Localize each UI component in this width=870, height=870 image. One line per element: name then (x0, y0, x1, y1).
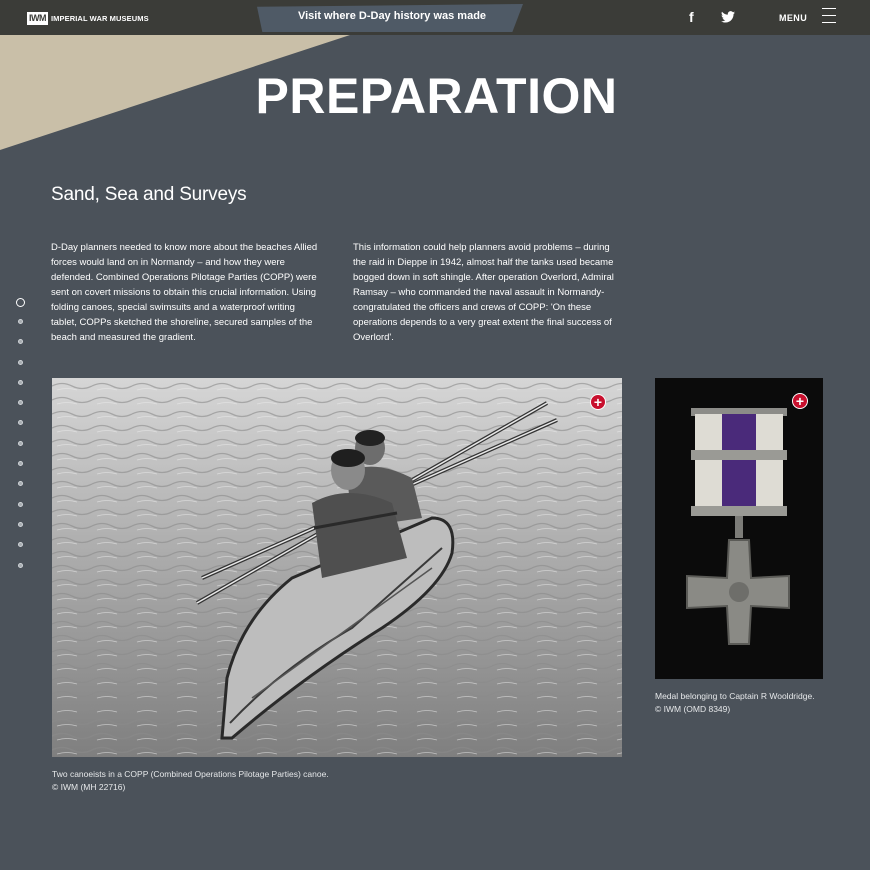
medal-photo[interactable] (655, 378, 823, 679)
canoe-caption-credit: © IWM (MH 22716) (52, 782, 126, 792)
nav-dot[interactable] (18, 339, 23, 344)
intro-paragraph-right: This information could help planners avoid problems – during the raid in Dieppe in 1942, almost half the tanks used became bogged down in soft shingle. After operation Overlord, Admiral Ramsay – who commanded the naval assault in Normandy- congratulated the officers and crews of COPP: 'On these operations depends to a very great extent the final success of Overlord'. (353, 242, 614, 343)
canoe-photo-caption (52, 768, 452, 794)
nav-dot[interactable] (18, 319, 23, 324)
section-heading: Sand, Sea and Surveys (51, 184, 247, 205)
nav-dot-current[interactable] (16, 298, 25, 307)
page-title: PREPARATION (255, 68, 618, 124)
expand-canoe-photo-button[interactable]: + (590, 394, 606, 410)
section-progress-nav (16, 298, 26, 583)
nav-dot[interactable] (18, 563, 23, 568)
promo-link[interactable]: Visit where D-Day history was made (297, 10, 487, 22)
nav-dot[interactable] (18, 380, 23, 385)
medal-caption-text: Medal belonging to Captain R Wooldridge. (655, 691, 815, 701)
logo-text: IMPERIAL WAR MUSEUMS (51, 13, 149, 23)
nav-dot[interactable] (18, 461, 23, 466)
canoe-photo-illustration (52, 378, 622, 757)
nav-dot[interactable] (18, 441, 23, 446)
nav-dot[interactable] (18, 502, 23, 507)
top-bar (0, 0, 870, 35)
medal-caption-credit: © IWM (OMD 8349) (655, 704, 731, 714)
canoe-photo[interactable] (52, 378, 622, 757)
iwm-logo[interactable] (27, 11, 149, 25)
nav-dot[interactable] (18, 481, 23, 486)
nav-dot[interactable] (18, 360, 23, 365)
logo-mark: IWM (29, 12, 46, 23)
facebook-icon[interactable]: f (689, 9, 694, 25)
nav-dot[interactable] (18, 522, 23, 527)
intro-paragraph-left: D-Day planners needed to know more about the beaches Allied forces would land on in Normandy – and how they were defended. Combined Operations Pilotage Parties (COPP) were sent on covert missions to obtain this crucial information. Using folding canoes, special swimsuits and a waterproof writing tablet, COPPs sketched the shoreline, secured samples of the beach and measured the gradient. (51, 242, 318, 343)
nav-dot[interactable] (18, 420, 23, 425)
nav-dot[interactable] (18, 542, 23, 547)
twitter-icon[interactable] (721, 11, 735, 23)
medal-photo-caption (655, 690, 855, 716)
nav-dot[interactable] (18, 400, 23, 405)
menu-button[interactable]: MENU (779, 13, 808, 23)
medal-illustration (655, 378, 823, 679)
hamburger-icon[interactable] (822, 8, 836, 24)
expand-medal-photo-button[interactable]: + (792, 393, 808, 409)
canoe-caption-text: Two canoeists in a COPP (Combined Operations Pilotage Parties) canoe. (52, 769, 329, 779)
